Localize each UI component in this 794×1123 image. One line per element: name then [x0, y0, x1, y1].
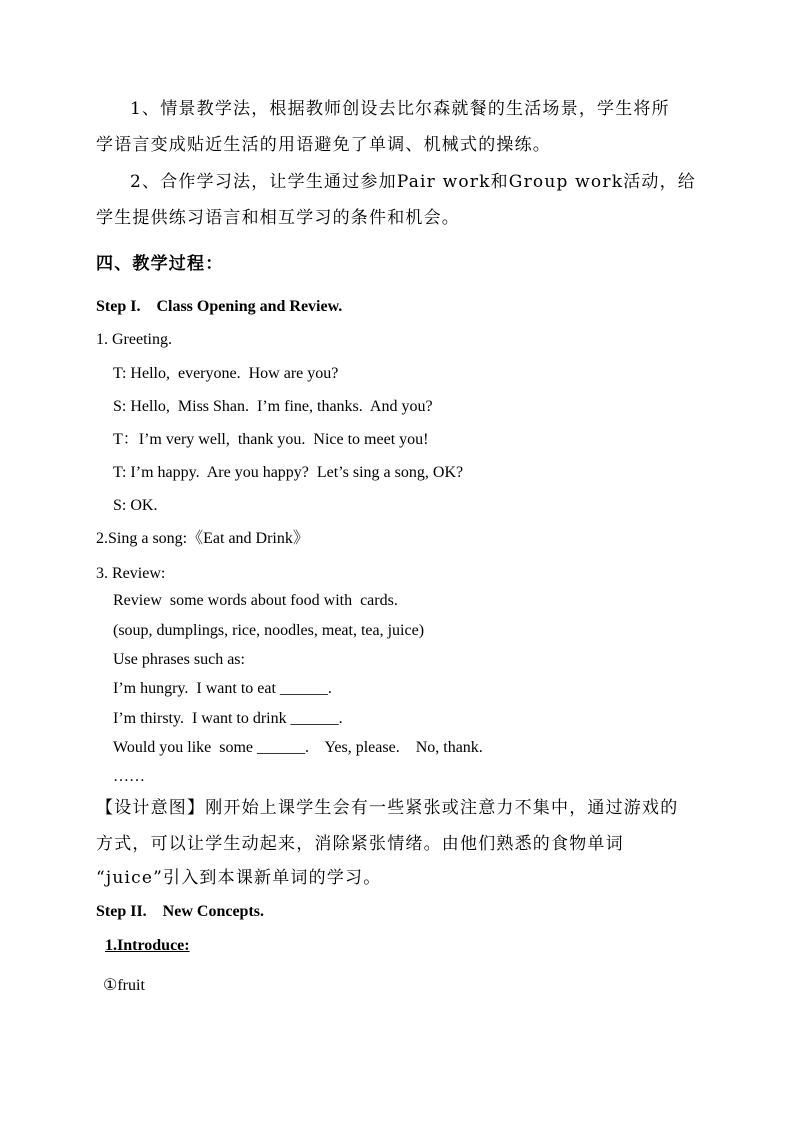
method-2-line-1: 2、合作学习法，让学生通过参加Pair work和Group work活动，给 — [130, 172, 696, 192]
design-intent-line-1: 【设计意图】刚开始上课学生会有一些紧张或注意力不集中，通过游戏的 — [96, 798, 679, 818]
review-line: …… — [113, 768, 145, 785]
introduce-label: 1.Introduce: — [105, 937, 190, 954]
review-line: I’m thirsty. I want to drink ______. — [113, 710, 343, 727]
dialogue-line: S: Hello, Miss Shan. I’m fine, thanks. And you? — [113, 398, 433, 415]
review-line: Review some words about food with cards. — [113, 592, 398, 609]
dialogue-line: T：I’m very well, thank you. Nice to meet you! — [113, 431, 429, 448]
review-line: I’m hungry. I want to eat ______. — [113, 680, 332, 697]
section-heading: 四、教学过程： — [96, 254, 224, 274]
step-1-heading: Step I. Class Opening and Review. — [96, 298, 343, 315]
greeting-label: 1. Greeting. — [96, 331, 172, 348]
review-line: Use phrases such as: — [113, 651, 245, 668]
review-line: (soup, dumplings, rice, noodles, meat, tea, juice) — [113, 622, 425, 639]
design-intent-line-3: “juice”引入到本课新单词的学习。 — [96, 868, 382, 888]
dialogue-line: S: OK. — [113, 497, 158, 514]
method-1-line-2: 学语言变成贴近生活的用语避免了单调、机械式的操练。 — [96, 135, 551, 155]
step-2-heading: Step II. New Concepts. — [96, 903, 264, 920]
method-2-line-2: 学生提供练习语言和相互学习的条件和机会。 — [96, 208, 460, 228]
review-line: Would you like some ______. Yes, please. No, thank. — [113, 739, 483, 756]
dialogue-line: T: I’m happy. Are you happy? Let’s sing a song, OK? — [113, 464, 464, 481]
dialogue-line: T: Hello, everyone. How are you? — [113, 365, 339, 382]
song-line: 2.Sing a song:《Eat and Drink》 — [96, 530, 309, 547]
method-1-line-1: 1、情景教学法，根据教师创设去比尔森就餐的生活场景，学生将所 — [130, 99, 670, 119]
design-intent-line-2: 方式，可以让学生动起来，消除紧张情绪。由他们熟悉的食物单词 — [96, 834, 624, 854]
review-label: 3. Review: — [96, 565, 166, 582]
item-fruit: ①fruit — [103, 977, 145, 994]
